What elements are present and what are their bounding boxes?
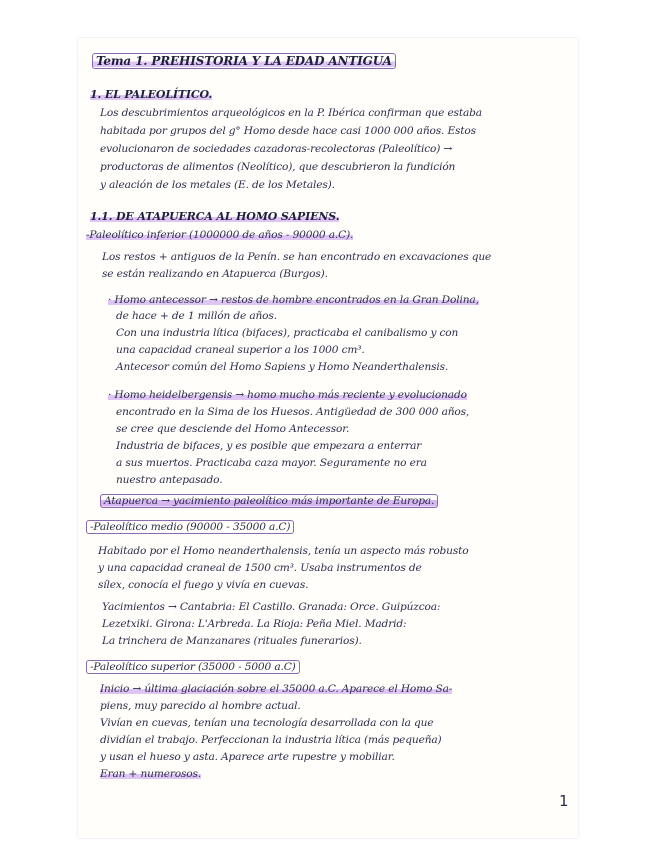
paleolitico-inferior-heading: -Paleolítico inferior (1000000 de años - 90000 a.C). xyxy=(86,229,354,241)
paragraph-line: productoras de alimentos (Neolítico), que descubrieron la fundición xyxy=(100,161,456,173)
paragraph-line: Los restos + antiguos de la Penín. se han encontrado en excavaciones que xyxy=(102,251,492,263)
paleolitico-medio-heading: -Paleolítico medio (90000 - 35000 a.C) xyxy=(86,520,294,534)
paragraph-line: Yacimientos → Cantabria: El Castillo. Granada: Orce. Guipúzcoa: xyxy=(102,601,441,613)
page-title: Tema 1. PREHISTORIA Y LA EDAD ANTIGUA xyxy=(92,54,396,68)
paragraph-line: dividían el trabajo. Perfeccionan la industria lítica (más pequeña) xyxy=(100,734,442,746)
paragraph-line: se están realizando en Atapuerca (Burgos). xyxy=(102,268,328,280)
paragraph-line: evolucionaron de sociedades cazadoras-recolectoras (Paleolítico) → xyxy=(100,143,453,155)
paragraph-line: Con una industria lítica (bifaces), practicaba el canibalismo y con xyxy=(116,327,459,339)
paragraph-line: Eran + numerosos. xyxy=(100,768,202,780)
paragraph-line: Vivían en cuevas, tenían una tecnología desarrollada con la que xyxy=(100,717,434,729)
subsection-heading-atapuerca: 1.1. DE ATAPUERCA AL HOMO SAPIENS. xyxy=(90,210,340,223)
paragraph-line: Industria de bifaces, y es posible que empezara a enterrar xyxy=(116,440,422,452)
paragraph-line: a sus muertos. Practicaba caza mayor. Seguramente no era xyxy=(116,457,427,469)
paragraph-line: y aleación de los metales (E. de los Metales). xyxy=(100,179,335,191)
paragraph-line: Inicio → última glaciación sobre el 35000 a.C. Aparece el Homo Sa- xyxy=(100,683,453,695)
paragraph-line: una capacidad craneal superior a los 1000 cm³. xyxy=(116,344,365,356)
paragraph-line: y usan el hueso y asta. Aparece arte rupestre y mobiliar. xyxy=(100,751,395,763)
paragraph-line: Antecesor común del Homo Sapiens y Homo Neanderthalensis. xyxy=(116,361,449,373)
paragraph-line: habitada por grupos del g° Homo desde hace casi 1000 000 años. Estos xyxy=(100,125,476,137)
section-heading-paleolitico: 1. EL PALEOLÍTICO. xyxy=(90,88,213,101)
paragraph-line: nuestro antepasado. xyxy=(116,474,223,486)
paragraph-line: encontrado en la Sima de los Huesos. Antigüedad de 300 000 años, xyxy=(116,406,470,418)
paragraph-line: piens, muy parecido al hombre actual. xyxy=(100,700,301,712)
paragraph-line: se cree que desciende del Homo Antecessor. xyxy=(116,423,350,435)
paragraph-line: y una capacidad craneal de 1500 cm³. Usaba instrumentos de xyxy=(98,562,422,574)
paragraph-line: Los descubrimientos arqueológicos en la P. Ibérica confirman que estaba xyxy=(100,107,482,119)
paragraph-line: de hace + de 1 millón de años. xyxy=(116,310,277,322)
paragraph-line: sílex, conocía el fuego y vivía en cuevas. xyxy=(98,579,309,591)
page-number: 1 xyxy=(559,792,569,810)
heidelbergensis-line: · Homo heidelbergensis → homo mucho más reciente y evolucionado xyxy=(108,389,467,401)
paragraph-line: Lezetxiki. Girona: L'Arbreda. La Rioja: Peña Miel. Madrid: xyxy=(102,618,407,630)
atapuerca-callout: Atapuerca → yacimiento paleolítico más importante de Europa. xyxy=(100,494,438,508)
antecessor-line: · Homo antecessor → restos de hombre encontrados en la Gran Dolina, xyxy=(108,294,479,306)
notebook-page xyxy=(78,38,578,838)
paragraph-line: La trinchera de Manzanares (rituales funerarios). xyxy=(102,635,362,647)
paragraph-line: Habitado por el Homo neanderthalensis, tenía un aspecto más robusto xyxy=(98,545,469,557)
paleolitico-superior-heading: -Paleolítico superior (35000 - 5000 a.C) xyxy=(86,660,300,674)
